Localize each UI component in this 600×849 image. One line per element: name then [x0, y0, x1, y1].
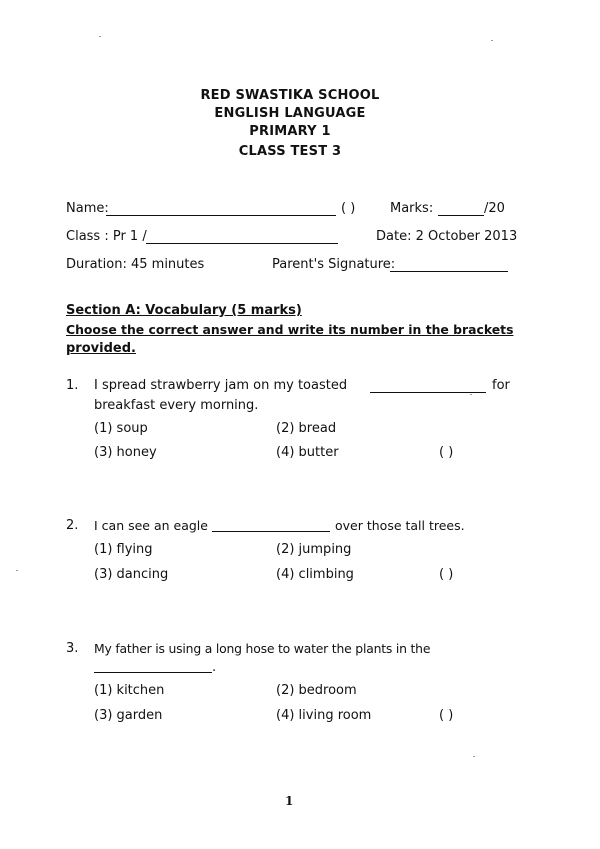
- signature-label: Parent's Signature:: [272, 257, 396, 272]
- test-title: CLASS TEST 3: [238, 144, 342, 159]
- school-name: RED SWASTIKA SCHOOL: [200, 88, 380, 103]
- answer-blank: [370, 392, 486, 393]
- marks-field[interactable]: [438, 215, 484, 216]
- instruction-line-1: Choose the correct answer and write its number in the brackets: [66, 322, 514, 337]
- page-number: 1: [285, 794, 294, 808]
- level-title: PRIMARY 1: [249, 124, 331, 139]
- duration-label: Duration: 45 minutes: [66, 257, 205, 272]
- scan-speck: [491, 40, 493, 41]
- name-label: Name:: [66, 201, 109, 216]
- question-text-end: over those tall trees.: [335, 518, 465, 533]
- class-label: Class : Pr 1 /: [66, 229, 147, 244]
- option-item: (3) garden: [94, 708, 163, 723]
- scan-speck: [470, 394, 472, 395]
- question-text: I spread strawberry jam on my toasted: [94, 378, 348, 393]
- question-number: 2.: [66, 518, 79, 533]
- scan-speck: [473, 756, 475, 757]
- answer-blank: [212, 531, 330, 532]
- option-item: (4) climbing: [276, 567, 354, 582]
- scan-speck: [16, 570, 18, 571]
- answer-brackets[interactable]: ( ): [439, 708, 454, 723]
- option-item: (1) flying: [94, 542, 153, 557]
- name-field[interactable]: [106, 215, 336, 216]
- option-item: (4) butter: [276, 445, 339, 460]
- option-item: (3) dancing: [94, 567, 169, 582]
- marks-total: /20: [484, 201, 505, 216]
- answer-brackets[interactable]: ( ): [439, 567, 454, 582]
- option-item: (2) bread: [276, 421, 337, 436]
- scan-speck: [99, 36, 101, 37]
- question-text-end: .: [212, 660, 217, 675]
- question-number: 1.: [66, 378, 79, 393]
- section-title: Section A: Vocabulary (5 marks): [66, 303, 302, 318]
- answer-brackets[interactable]: ( ): [439, 445, 454, 460]
- signature-field[interactable]: [390, 271, 508, 272]
- answer-blank: [94, 672, 212, 673]
- option-item: (4) living room: [276, 708, 372, 723]
- date-label: Date: 2 October 2013: [376, 229, 518, 244]
- option-item: (1) kitchen: [94, 683, 165, 698]
- instruction-line-2: provided.: [66, 341, 136, 356]
- subject-title: ENGLISH LANGUAGE: [214, 106, 366, 121]
- class-field[interactable]: [146, 243, 338, 244]
- marks-label: Marks:: [390, 201, 434, 216]
- question-text: I can see an eagle: [94, 518, 208, 533]
- option-item: (3) honey: [94, 445, 157, 460]
- option-item: (2) bedroom: [276, 683, 357, 698]
- question-text: My father is using a long hose to water the plants in the: [94, 641, 431, 656]
- question-text-line2: breakfast every morning.: [94, 398, 259, 413]
- index-brackets: ( ): [341, 201, 356, 216]
- question-text-end: for: [492, 378, 510, 393]
- option-item: (2) jumping: [276, 542, 352, 557]
- option-item: (1) soup: [94, 421, 148, 436]
- question-number: 3.: [66, 641, 79, 656]
